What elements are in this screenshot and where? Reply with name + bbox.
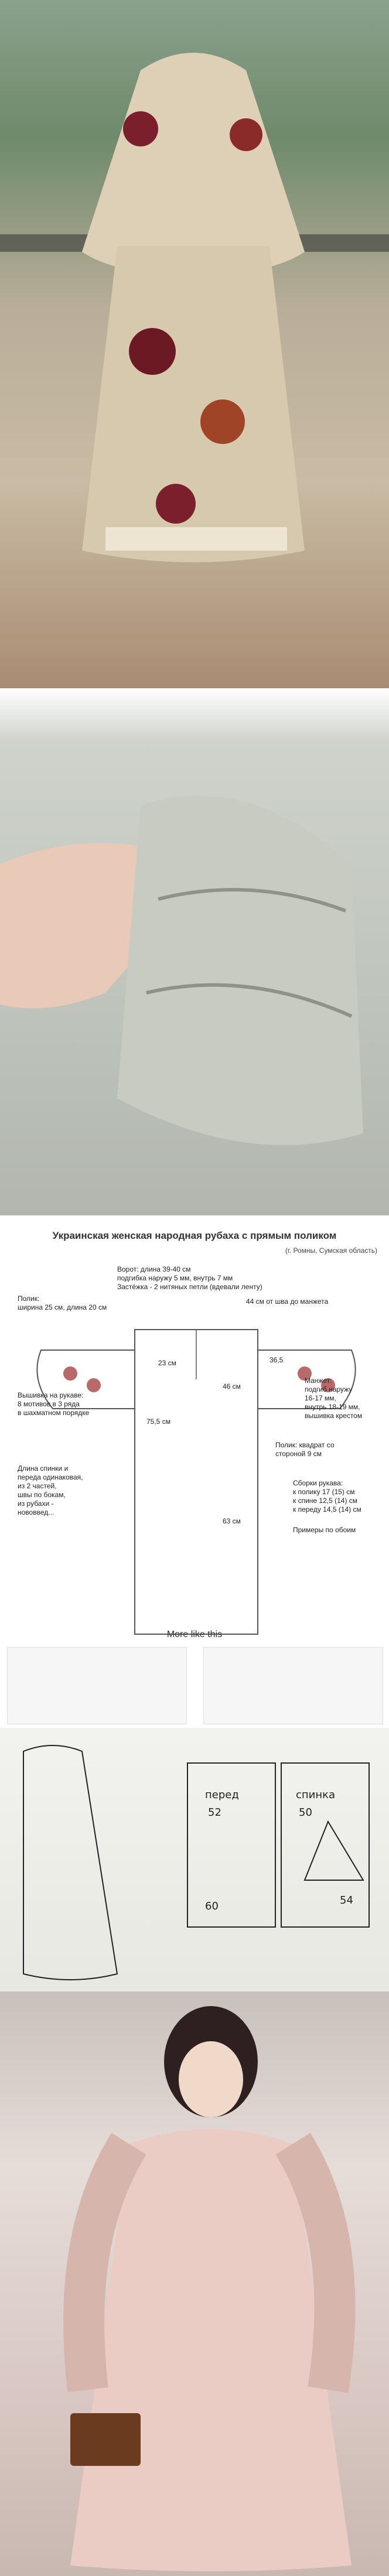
sketch-pered: перед (205, 1789, 239, 1801)
sleeve-embroidery-label: Вышивка на рукаве: 8 мотивов в 3 ряда в шахматном порядке (18, 1391, 90, 1417)
sketch-n60: 60 (205, 1900, 219, 1912)
examples-label: Примеры по обоим (293, 1526, 356, 1534)
diagram-subtitle: (г. Ромны, Сумская область) (285, 1246, 377, 1255)
sleeve-gathers-photo[interactable] (0, 688, 389, 1215)
more-like-this-thumbnails[interactable] (7, 1647, 382, 1723)
pattern-sketch (0, 1728, 389, 1991)
back-front-label: Длина спинки и переда одинаковая, из 2 частей, швы по бокам, из рубахи - нововвед... (18, 1464, 83, 1516)
thumbnail-2[interactable] (203, 1647, 383, 1724)
dim-23: 23 см (158, 1359, 176, 1367)
hand-drawn-pattern-photo[interactable] (0, 1728, 389, 1991)
sketch-spinka: спинка (296, 1789, 336, 1801)
embroidered-dress-photo[interactable] (0, 0, 389, 688)
dim-46: 46 см (223, 1382, 241, 1391)
gathers-label: Сборки рукава: к полику 17 (15) см к спине 12,5 (14) см к переду 14,5 (14) см (293, 1479, 361, 1514)
sketch-n54: 54 (340, 1894, 353, 1907)
gusset-label: Полик: квадрат со стороной 9 см (275, 1441, 335, 1458)
pink-dress-illustration (0, 1991, 389, 2576)
diagram-title: Украинская женская народная рубаха с прямым поликом (52, 1230, 337, 1241)
polik-label: Полик: ширина 25 см, длина 20 см (18, 1294, 107, 1311)
thumbnail-1[interactable] (7, 1647, 187, 1724)
collar-label: Ворот: длина 39-40 см подгибка наружу 5 мм, внутрь 7 мм Застёжка - 2 нитяных петли (вдевали ленту) (117, 1265, 262, 1291)
dress-illustration (0, 0, 389, 688)
fabric-closeup-illustration (0, 688, 389, 1215)
dim-63: 63 см (223, 1517, 241, 1525)
sketch-n50: 50 (299, 1806, 312, 1819)
dim-365: 36,5 (269, 1356, 284, 1364)
dim-44: 44 см от шва до манжета (246, 1297, 329, 1306)
sketch-n52: 52 (208, 1806, 221, 1819)
more-like-this-heading: More like this (166, 1629, 223, 1639)
dim-755: 75,5 см (146, 1417, 170, 1426)
pink-dress-photo[interactable] (0, 1991, 389, 2576)
cuff-label: Манжет: подгиб наружу 16-17 мм, внутрь 18-19 мм, вышивка крестом (305, 1376, 363, 1420)
